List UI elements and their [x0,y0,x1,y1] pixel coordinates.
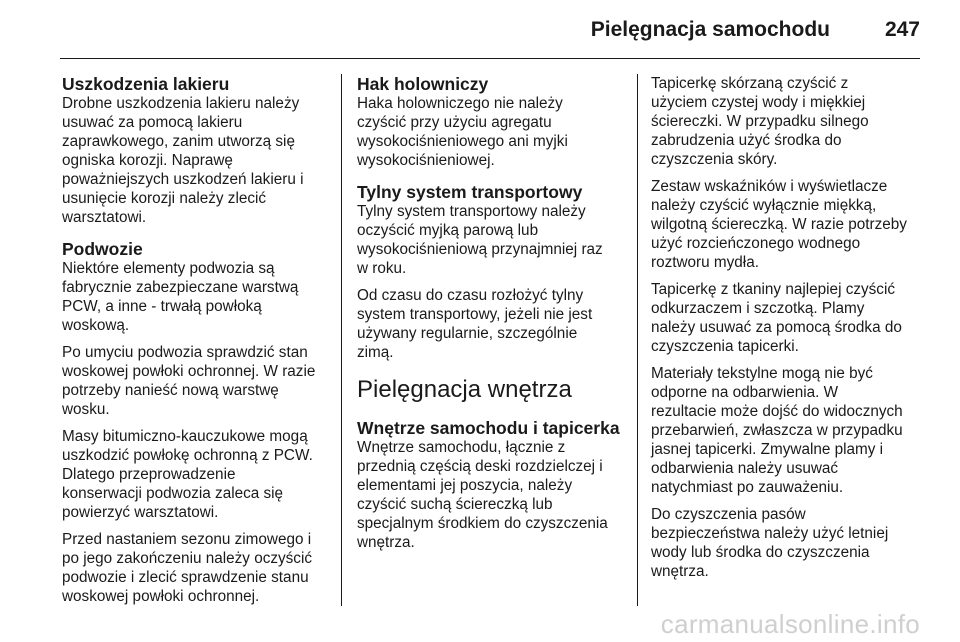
paragraph: Tylny system transportowy należy oczyścić myjką parową lub wysokociśnieniową przynajmniej raz w roku. [357,203,603,277]
paragraph: Niektóre elementy podwozia są fabrycznie zabezpieczane warstwą PCW, a inne - trwałą powłoką woskową. [62,260,299,334]
paragraph: Tapicerkę skórzaną czyścić z użyciem czystej wody i miękkiej ściereczki. W przypadku silnego zabrudzenia użyć środka do czyszczenia skóry. [651,75,869,168]
column-divider [637,74,638,606]
section-heading: Podwozie [62,239,143,259]
section-underbody [62,239,330,606]
section-heading: Hak holowniczy [357,74,489,94]
paragraph: Po umyciu podwozia sprawdzić stan woskowej powłoki ochronnej. W razie potrzeby nanieść nową warstwę wosku. [62,344,316,418]
paragraph: Do czyszczenia pasów bezpieczeństwa należy użyć letniej wody lub środka do czyszczenia wnętrza. [651,506,889,580]
header-divider [60,58,920,59]
paragraph: Haka holowniczego nie należy czyścić przy użyciu agregatu wysokociśnieniowego ani myjki wysokociśnieniowej. [357,95,568,169]
chapter-heading: Pielęgnacja wnętrza [357,376,572,403]
section-heading: Tylny system transportowy [357,182,583,202]
paragraph: Tapicerkę z tkaniny najlepiej czyścić odkurzaczem i szczotką. Plamy należy usuwać za pomocą środka do czyszczenia tapicerki. [651,281,902,355]
section-rear-carrier [357,182,625,362]
page-title: Pielęgnacja samochodu [590,18,830,41]
paragraph: Masy bitumiczno-kauczukowe mogą uszkodzić powłokę ochronną z PCW. Dlatego przeprowadzenie konserwacji podwozia zaleca się powierzyć warsztatowi. [62,428,313,521]
paragraph: Drobne uszkodzenia lakieru należy usuwać za pomocą lakieru zaprawkowego, zanim utworzą się ogniska korozji. Naprawę poważniejszych uszkodzeń lakieru i usunięcie korozji należy zlecić warsztatowi. [62,95,304,226]
paragraph: Wnętrze samochodu, łącznie z przednią częścią deski rozdzielczej i elementami jej poszycia, należy czyścić suchą ściereczką lub specjalnym środkiem do czyszczenia wnętrza. [357,439,608,551]
paragraph: Zestaw wskaźników i wyświetlacze należy czyścić wyłącznie miękką, wilgotną ściereczką. W razie potrzeby użyć rozcieńczonego wodnego roztworu mydła. [651,178,907,271]
page-number: 247 [884,18,920,41]
column-left [62,74,330,618]
paragraph: Przed nastaniem sezonu zimowego i po jego zakończeniu należy oczyścić podwozie i zlecić sprawdzenie stanu woskowej powłoki ochronnej. [62,531,312,605]
section-interior-upholstery [357,418,625,552]
column-right [651,74,923,589]
section-heading: Uszkodzenia lakieru [62,74,230,94]
section-paint-damage [62,74,330,227]
column-divider [341,74,342,606]
paragraph: Od czasu do czasu rozłożyć tylny system transportowy, jeżeli nie jest używany regularnie, szczególnie zimą. [357,287,593,361]
section-heading: Wnętrze samochodu i tapicerka [357,418,620,438]
column-middle [357,74,625,564]
watermark: carmanualsonline.info [660,609,920,639]
section-tow-hitch [357,74,625,170]
paragraph: Materiały tekstylne mogą nie być odporne na odbarwienia. W rezultacie może dojść do widocznych przebarwień, zwłaszcza w przypadku jasnej tapicerki. Zmywalne plamy i odbarwienia należy usuwać natychmiast po zauważeniu. [651,365,903,496]
